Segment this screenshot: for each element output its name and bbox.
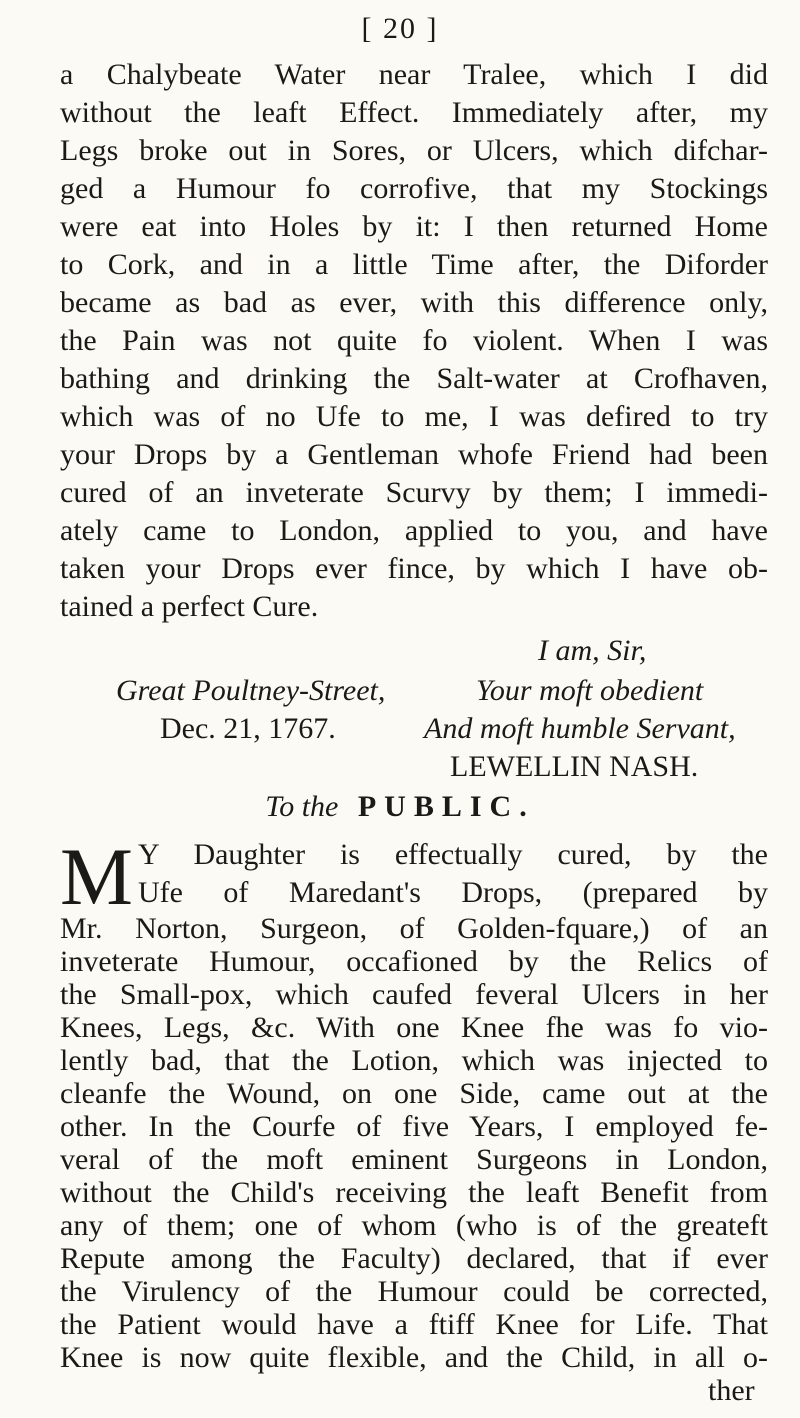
heading-public: PUBLIC. (357, 790, 535, 823)
heading-to-the: To the (265, 790, 339, 823)
text-line: the Small-pox, which caufed feveral Ulcers in her (60, 978, 768, 1011)
text-line: lently bad, that the Lotion, which was injected to (60, 1044, 768, 1077)
text-line: Y Daughter is effectually cured, by the (138, 838, 768, 871)
closing-salutation: I am, Sir, (538, 634, 647, 667)
closing-line: And moft humble Servant, (424, 712, 736, 745)
text-line: Mr. Norton, Surgeon, of Golden-fquare,) of an (60, 912, 768, 945)
text-line: cured of an inveterate Scurvy by them; I immedi- (60, 476, 768, 509)
text-line: cleanfe the Wound, on one Side, came out at the (60, 1077, 768, 1110)
text-line: Knee is now quite flexible, and the Child, in all o- (60, 1341, 768, 1374)
text-line: bathing and drinking the Salt-water at Crofhaven, (60, 362, 768, 395)
text-line: were eat into Holes by it: I then returned Home (60, 210, 768, 243)
text-line: the Patient would have a ftiff Knee for Life. That (60, 1308, 768, 1341)
closing-line: Your moft obedient (476, 674, 704, 707)
drop-cap: M (60, 831, 133, 922)
text-line: any of them; one of whom (who is of the greateft (60, 1209, 768, 1242)
text-line: a Chalybeate Water near Tralee, which I did (60, 58, 768, 91)
text-line: tained a perfect Cure. (60, 590, 319, 623)
text-line: became as bad as ever, with this difference only, (60, 286, 768, 319)
text-line: taken your Drops ever fince, by which I have ob- (60, 552, 768, 585)
text-line: to Cork, and in a little Time after, the Diforder (60, 248, 768, 281)
text-line: Knees, Legs, &c. With one Knee fhe was fo vio- (60, 1011, 768, 1044)
letter-date: Dec. 21, 1767. (160, 712, 336, 745)
text-line: Legs broke out in Sores, or Ulcers, which difchar- (60, 134, 768, 167)
text-line: ged a Humour fo corrofive, that my Stockings (60, 172, 768, 205)
text-line: without the leaft Effect. Immediately after, my (60, 96, 768, 129)
text-line: other. In the Courfe of five Years, I employed fe- (60, 1110, 768, 1143)
text-line: Repute among the Faculty) declared, that if ever (60, 1242, 768, 1275)
text-line: your Drops by a Gentleman whofe Friend had been (60, 438, 768, 471)
text-line: the Pain was not quite fo violent. When I was (60, 324, 768, 357)
sender-address: Great Poultney-Street, (116, 674, 386, 707)
text-line: the Virulency of the Humour could be corrected, (60, 1275, 768, 1308)
text-line: veral of the moft eminent Surgeons in London, (60, 1143, 768, 1176)
text-line: without the Child's receiving the leaft Benefit from (60, 1176, 768, 1209)
text-line: Ufe of Maredant's Drops, (prepared by (138, 876, 768, 909)
text-line: inveterate Humour, occafioned by the Relics of (60, 945, 768, 978)
text-line: which was of no Ufe to me, I was defired to try (60, 400, 768, 433)
catchword: ther (708, 1374, 755, 1407)
signature: LEWELLIN NASH. (450, 750, 699, 783)
text-line: ately came to London, applied to you, and have (60, 514, 768, 547)
page-number: [ 20 ] (361, 12, 439, 45)
section-heading (0, 790, 800, 824)
